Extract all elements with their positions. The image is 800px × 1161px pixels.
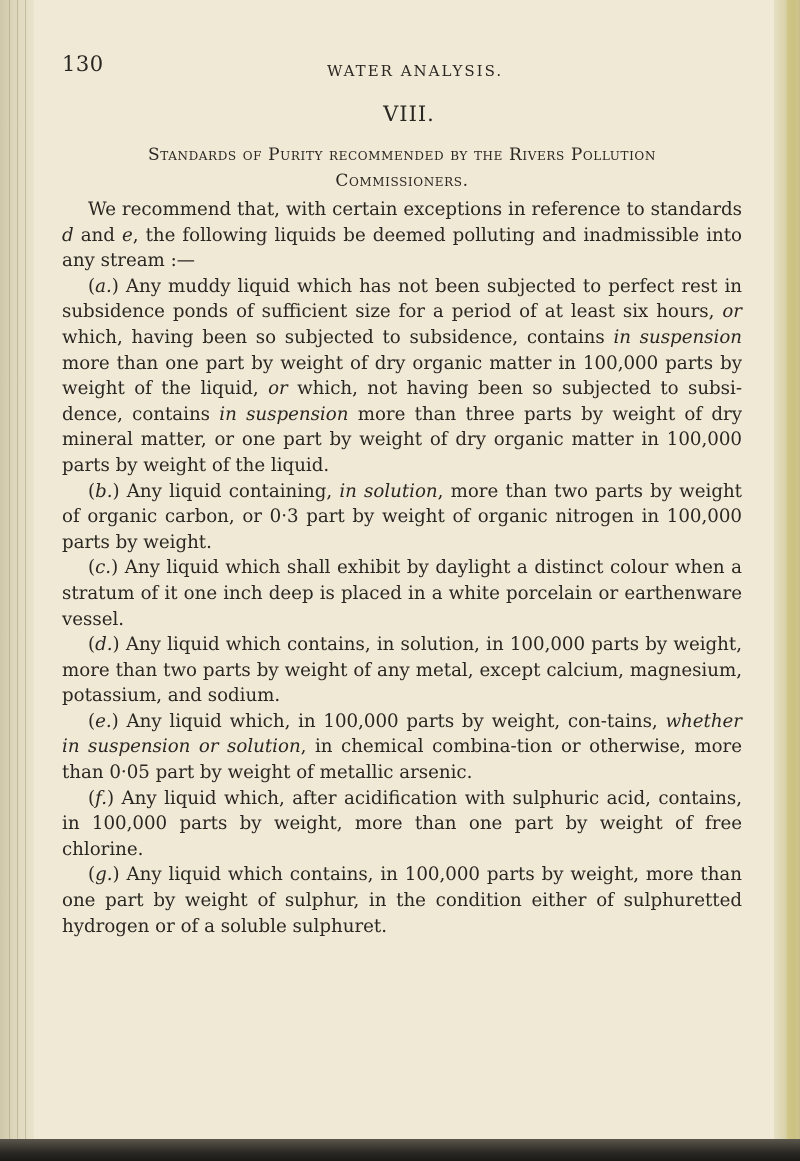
gutter-rule	[25, 0, 26, 1161]
clause-f: (f.) Any liquid which, after acidification with sulphuric acid, contains, in 100,000 parts by weight, more than one part by weight of free chlorine.	[62, 787, 742, 860]
gutter-rule	[17, 0, 18, 1161]
book-page	[62, 52, 742, 939]
clause-e: (e.) Any liquid which, in 100,000 parts by weight, con-tains, whether in suspension or solution, in chemical combina-tion or otherwise, more than 0·05 part by weight of metallic arsenic.	[62, 710, 742, 784]
clause-b: (b.) Any liquid containing, in solution, more than two parts by weight of organic carbon, or 0·3 part by weight of organic nitrogen in 100,000 parts by weight.	[62, 480, 742, 553]
clause-a: (a.) Any muddy liquid which has not been subjected to perfect rest in subsidence ponds of sufficient size for a period of at least six hours, or which, having been so subjected to subsidence, contains in suspension more than one part by weight of dry organic matter in 100,000 parts by weight of the liquid, or which, not having been so subjected to subsi-dence, contains in suspension more than three parts by weight of dry mineral matter, or one part by weight of dry organic matter in 100,000 parts by weight of the liquid.	[62, 275, 742, 476]
section-heading	[62, 142, 742, 194]
section-heading-line: Commissioners.	[335, 171, 469, 191]
page-number: 130	[62, 52, 104, 76]
running-title: WATER ANALYSIS.	[327, 62, 504, 80]
page-edge-strip	[787, 0, 796, 1161]
clause-c: (c.) Any liquid which shall exhibit by daylight a distinct colour when a stratum of it one inch deep is placed in a white porcelain or earthenware vessel.	[62, 557, 742, 630]
running-head	[62, 52, 742, 82]
gutter-rule	[9, 0, 10, 1161]
clause-d: (d.) Any liquid which contains, in solution, in 100,000 parts by weight, more than two parts by weight of any metal, except calcium, magnesium, potassium, and sodium.	[62, 634, 742, 707]
section-number: VIII.	[383, 102, 435, 126]
clause-g: (g.) Any liquid which contains, in 100,000 parts by weight, more than one part by weight of sulphur, in the condition either of sulphuretted hydrogen or of a soluble sulphuret.	[62, 864, 742, 937]
intro-paragraph: We recommend that, with certain exceptions in reference to standards d and e, the following liquids be deemed polluting and inadmissible into any stream :—	[62, 199, 742, 272]
section-heading-line: Standards of Purity recommended by the Rivers Pollution	[148, 145, 656, 165]
scan-bottom-border	[0, 1139, 800, 1161]
